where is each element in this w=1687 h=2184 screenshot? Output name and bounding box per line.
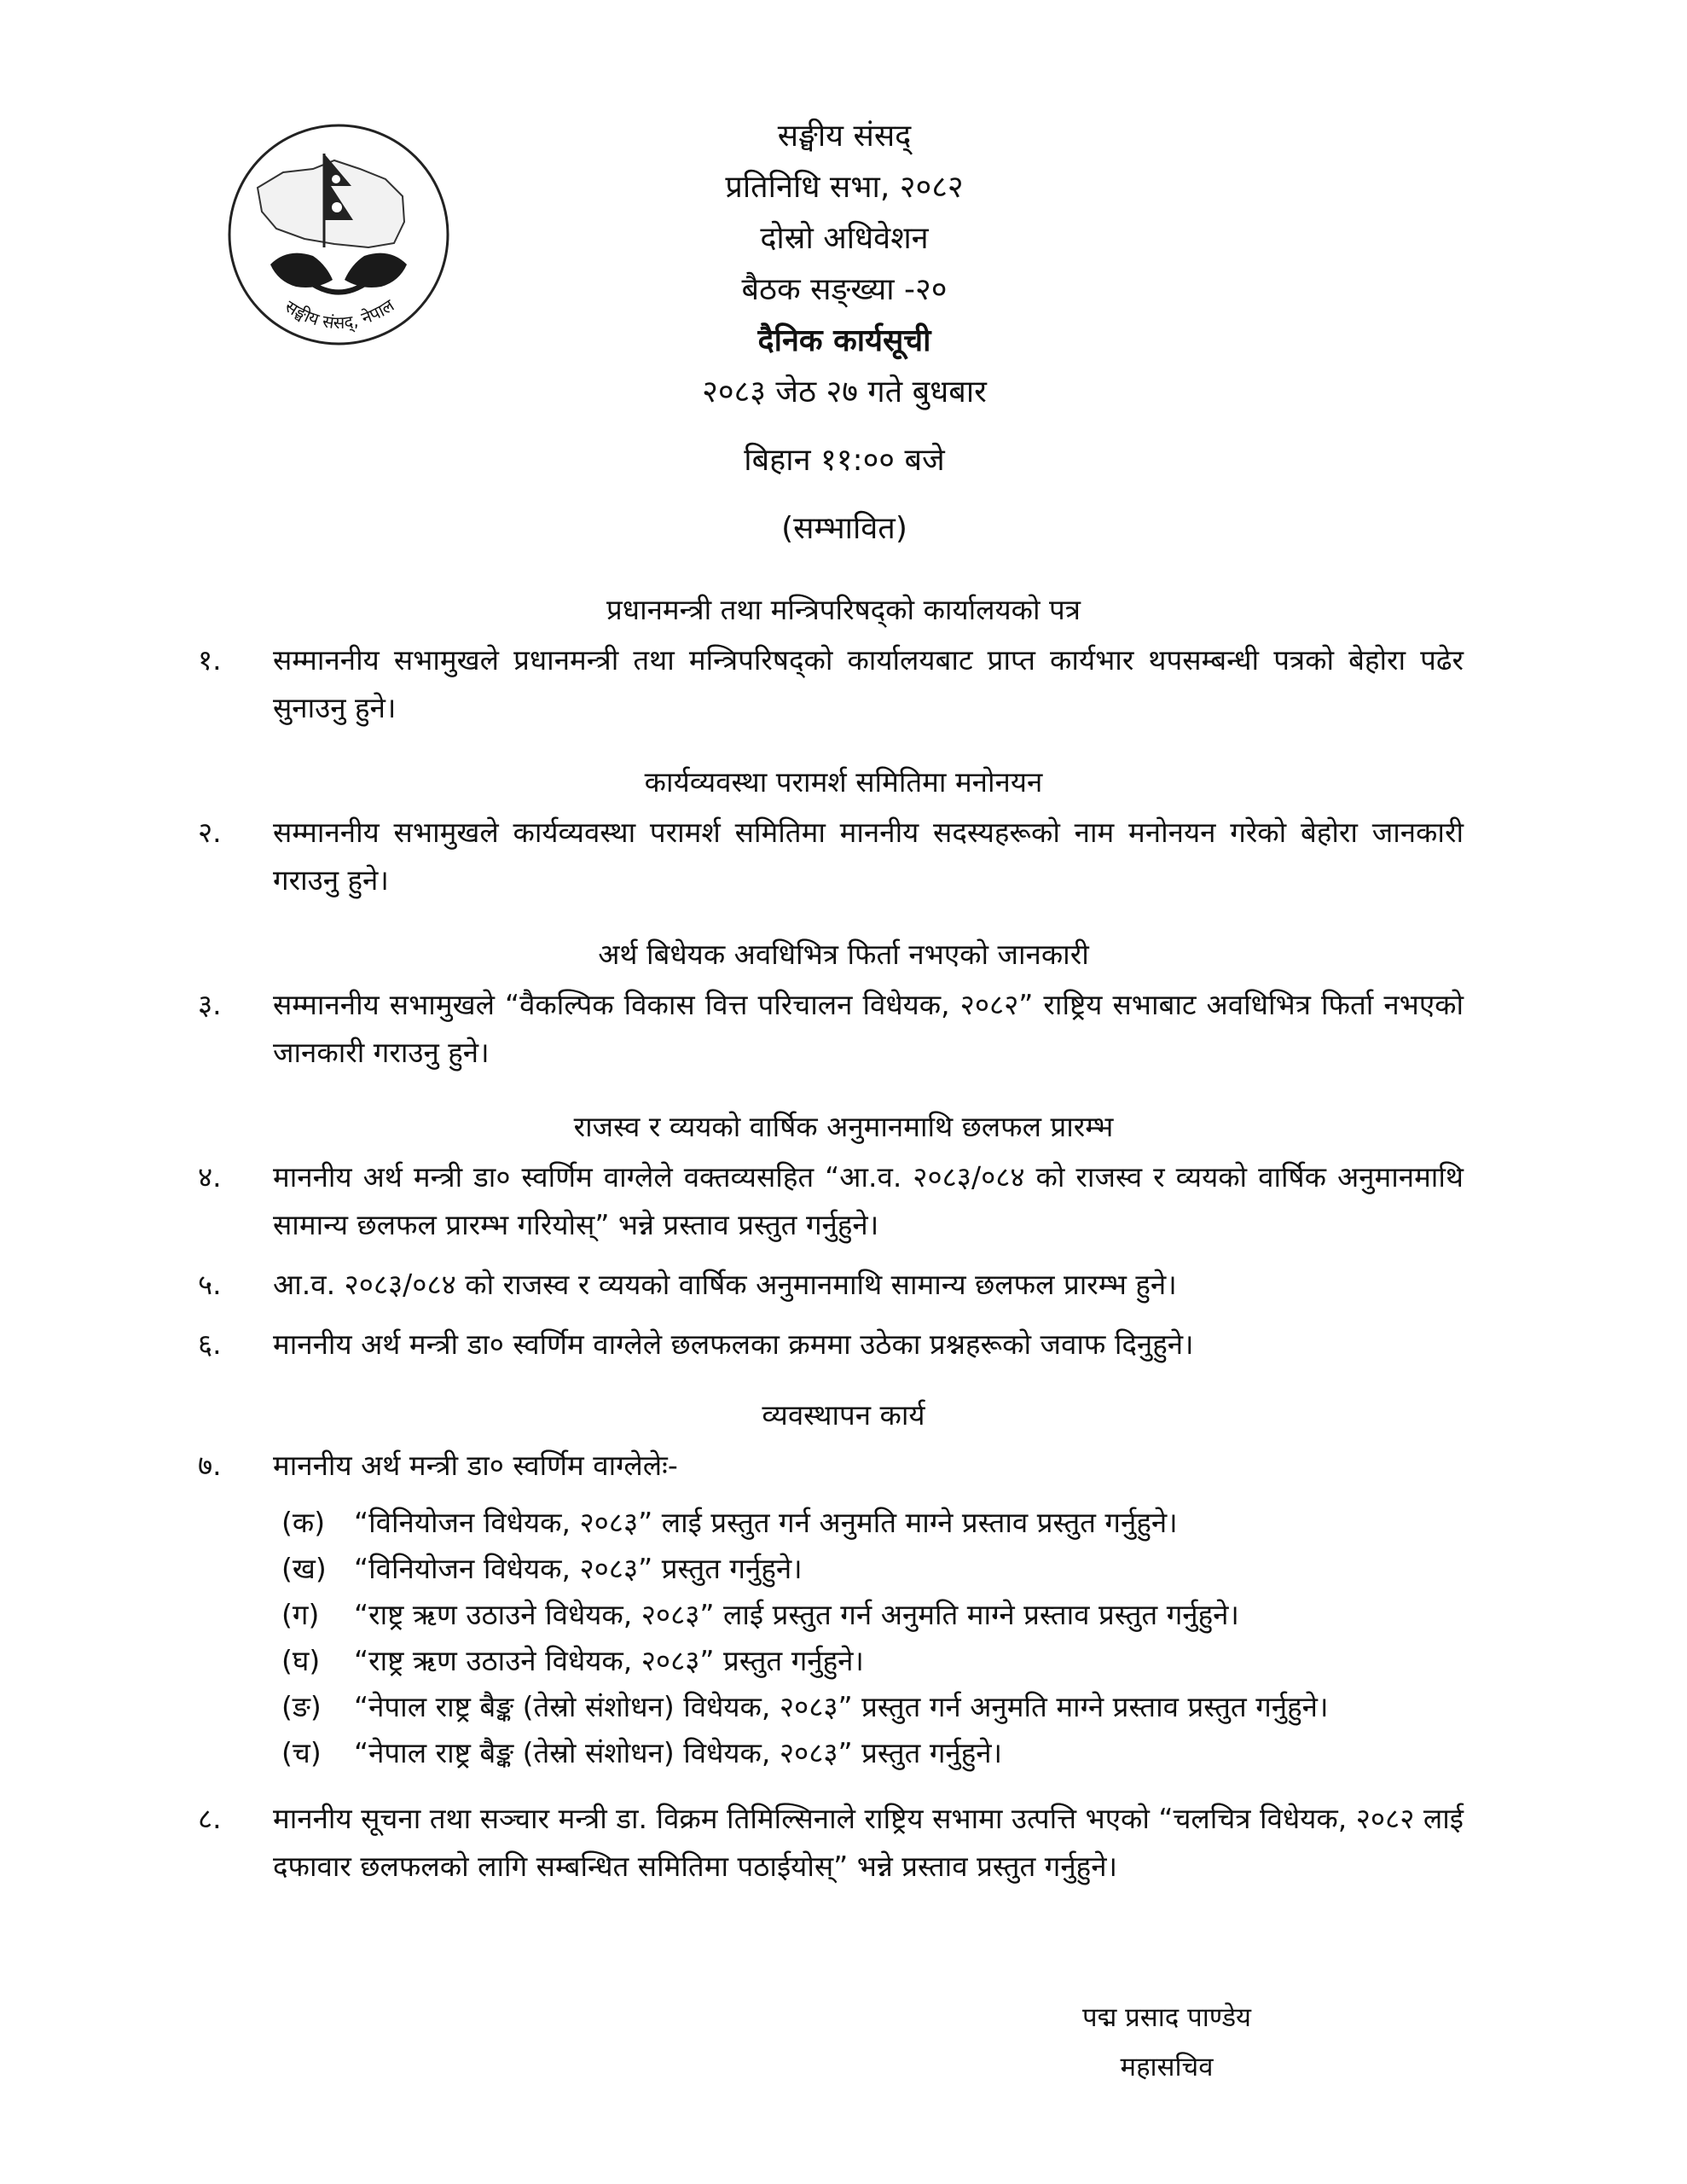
section-heading-pm-letter: प्रधानमन्त्री तथा मन्त्रिपरिषद्को कार्यालयको पत्र — [606, 593, 1081, 626]
item-text: आ.व. २०८३/०८४ को राजस्व र व्ययको वार्षिक अनुमानमाथि सामान्य छलफल प्रारम्भ हुने। — [273, 1268, 1177, 1301]
sub-item-label: (क) — [281, 1506, 326, 1539]
sub-item-text: “नेपाल राष्ट्र बैङ्क (तेस्रो संशोधन) विधेयक, २०८३” प्रस्तुत गर्नुहुने। — [354, 1736, 1003, 1769]
item-text: सम्माननीय सभामुखले प्रधानमन्त्री तथा मन्त्रिपरिषद्को कार्यालयबाट प्राप्त कार्यभार थपसम्बन्धी पत्रको बेहोरा पढेर सुनाउनु हुने। — [273, 643, 1464, 724]
header-meeting-number: बैठक सङ्ख्या -२० — [741, 272, 948, 307]
signatory-title: महासचिव — [1120, 2052, 1214, 2082]
item-number: १. — [198, 643, 222, 677]
item-number: ३. — [198, 988, 222, 1021]
sub-item-cha — [0, 1730, 1687, 1776]
sub-item-label: (च) — [281, 1736, 322, 1769]
item-text: माननीय सूचना तथा सञ्चार मन्त्री डा. विक्रम तिमिल्सिनाले राष्ट्रिय सभामा उत्पत्ति भएको “चलचित्र विधेयक, २०८२ लाई दफावार छलफलको लागि सम्बन्धित समितिमा पठाईयोस्” भन्ने प्रस्ताव प्रस्तुत गर्नुहुने। — [273, 1802, 1464, 1883]
header-title: दैनिक कार्यसूची — [757, 323, 931, 358]
header-time: बिहान ११:०० बजे — [744, 443, 945, 478]
item-number: ६. — [198, 1327, 222, 1361]
section-heading-money-bill: अर्थ बिधेयक अवधिभित्र फिर्ता नभएको जानकारी — [598, 938, 1089, 971]
item-number: ७. — [198, 1449, 222, 1482]
sub-item-label: (ङ) — [281, 1690, 322, 1723]
sub-item-label: (घ) — [281, 1644, 321, 1677]
item-text: माननीय अर्थ मन्त्री डा० स्वर्णिम वाग्लेलेः- — [273, 1449, 678, 1482]
agenda-item-4 — [0, 1153, 1687, 1249]
item-number: ४. — [198, 1160, 222, 1194]
emblem-caption: सङ्घीय संसद्, नेपाल — [281, 294, 398, 334]
signature-block — [1022, 1993, 1312, 2092]
item-number: ८. — [198, 1802, 222, 1835]
agenda-body — [0, 589, 1687, 1891]
item-text: सम्माननीय सभामुखले कार्यव्यवस्था परामर्श समितिमा माननीय सदस्यहरूको नाम मनोनयन गरेको बेहोरा जानकारी गराउनु हुने। — [273, 816, 1464, 897]
sub-item-ga — [0, 1592, 1687, 1638]
section-heading-business-committee: कार्यव्यवस्था परामर्श समितिमा मनोनयन — [644, 765, 1043, 799]
agenda-item-5 — [0, 1261, 1687, 1309]
svg-text:सङ्घीय संसद्, नेपाल — [281, 294, 398, 334]
sub-item-text: “विनियोजन विधेयक, २०८३” प्रस्तुत गर्नुहुने। — [354, 1552, 803, 1585]
header-house: प्रतिनिधि सभा, २०८२ — [725, 170, 964, 205]
agenda-item-3 — [0, 981, 1687, 1077]
sub-item-text: “राष्ट्र ऋण उठाउने विधेयक, २०८३” लाई प्रस्तुत गर्न अनुमति माग्ने प्रस्ताव प्रस्तुत गर्नुहुने। — [354, 1598, 1239, 1631]
sub-item-nga — [0, 1684, 1687, 1730]
signatory-name: पद्म प्रसाद पाण्डेय — [1081, 2002, 1252, 2033]
sub-item-ka — [0, 1500, 1687, 1546]
sub-item-label: (ग) — [281, 1598, 320, 1631]
sub-item-label: (ख) — [281, 1552, 327, 1585]
sub-item-gha — [0, 1638, 1687, 1684]
parliament-emblem-icon — [223, 119, 454, 367]
document-header — [478, 111, 1211, 555]
sub-item-text: “राष्ट्र ऋण उठाउने विधेयक, २०८३” प्रस्तुत गर्नुहुने। — [354, 1644, 864, 1677]
section-heading-budget-discussion: राजस्व र व्ययको वार्षिक अनुमानमाथि छलफल प्रारम्भ — [573, 1110, 1114, 1143]
header-session: दोस्रो अधिवेशन — [760, 221, 929, 256]
item-number: २. — [198, 816, 222, 849]
sub-item-kha — [0, 1546, 1687, 1592]
item-text: माननीय अर्थ मन्त्री डा० स्वर्णिम वाग्लेले छलफलका क्रममा उठेका प्रश्नहरूको जवाफ दिनुहुने। — [273, 1327, 1194, 1361]
agenda-item-8 — [0, 1795, 1687, 1891]
header-parliament: सङ्घीय संसद् — [777, 119, 912, 154]
item-number: ५. — [198, 1268, 222, 1301]
section-heading-legislative-business: व्यवस्थापन कार्य — [762, 1398, 925, 1432]
header-date: २०८३ जेठ २७ गते बुधबार — [702, 375, 987, 410]
header-status: (सम्भावित) — [781, 511, 907, 546]
agenda-item-2 — [0, 809, 1687, 904]
agenda-item-1 — [0, 636, 1687, 732]
sub-item-text: “विनियोजन विधेयक, २०८३” लाई प्रस्तुत गर्न अनुमति माग्ने प्रस्ताव प्रस्तुत गर्नुहुने। — [354, 1506, 1178, 1539]
item-text: सम्माननीय सभामुखले “वैकल्पिक विकास वित्त परिचालन विधेयक, २०८२” राष्ट्रिय सभाबाट अवधिभित्र फिर्ता नभएको जानकारी गराउनु हुने। — [273, 988, 1464, 1069]
sub-item-text: “नेपाल राष्ट्र बैङ्क (तेस्रो संशोधन) विधेयक, २०८३” प्रस्तुत गर्न अनुमति माग्ने प्रस्ताव प्रस्तुत गर्नुहुने। — [354, 1690, 1329, 1723]
item-text: माननीय अर्थ मन्त्री डा० स्वर्णिम वाग्लेले वक्तव्यसहित “आ.व. २०८३/०८४ को राजस्व र व्ययको वार्षिक अनुमानमाथि सामान्य छलफल प्रारम्भ गरियोस्” भन्ने प्रस्ताव प्रस्तुत गर्नुहुने। — [273, 1160, 1464, 1241]
agenda-item-6 — [0, 1321, 1687, 1368]
agenda-item-7 — [0, 1442, 1687, 1490]
